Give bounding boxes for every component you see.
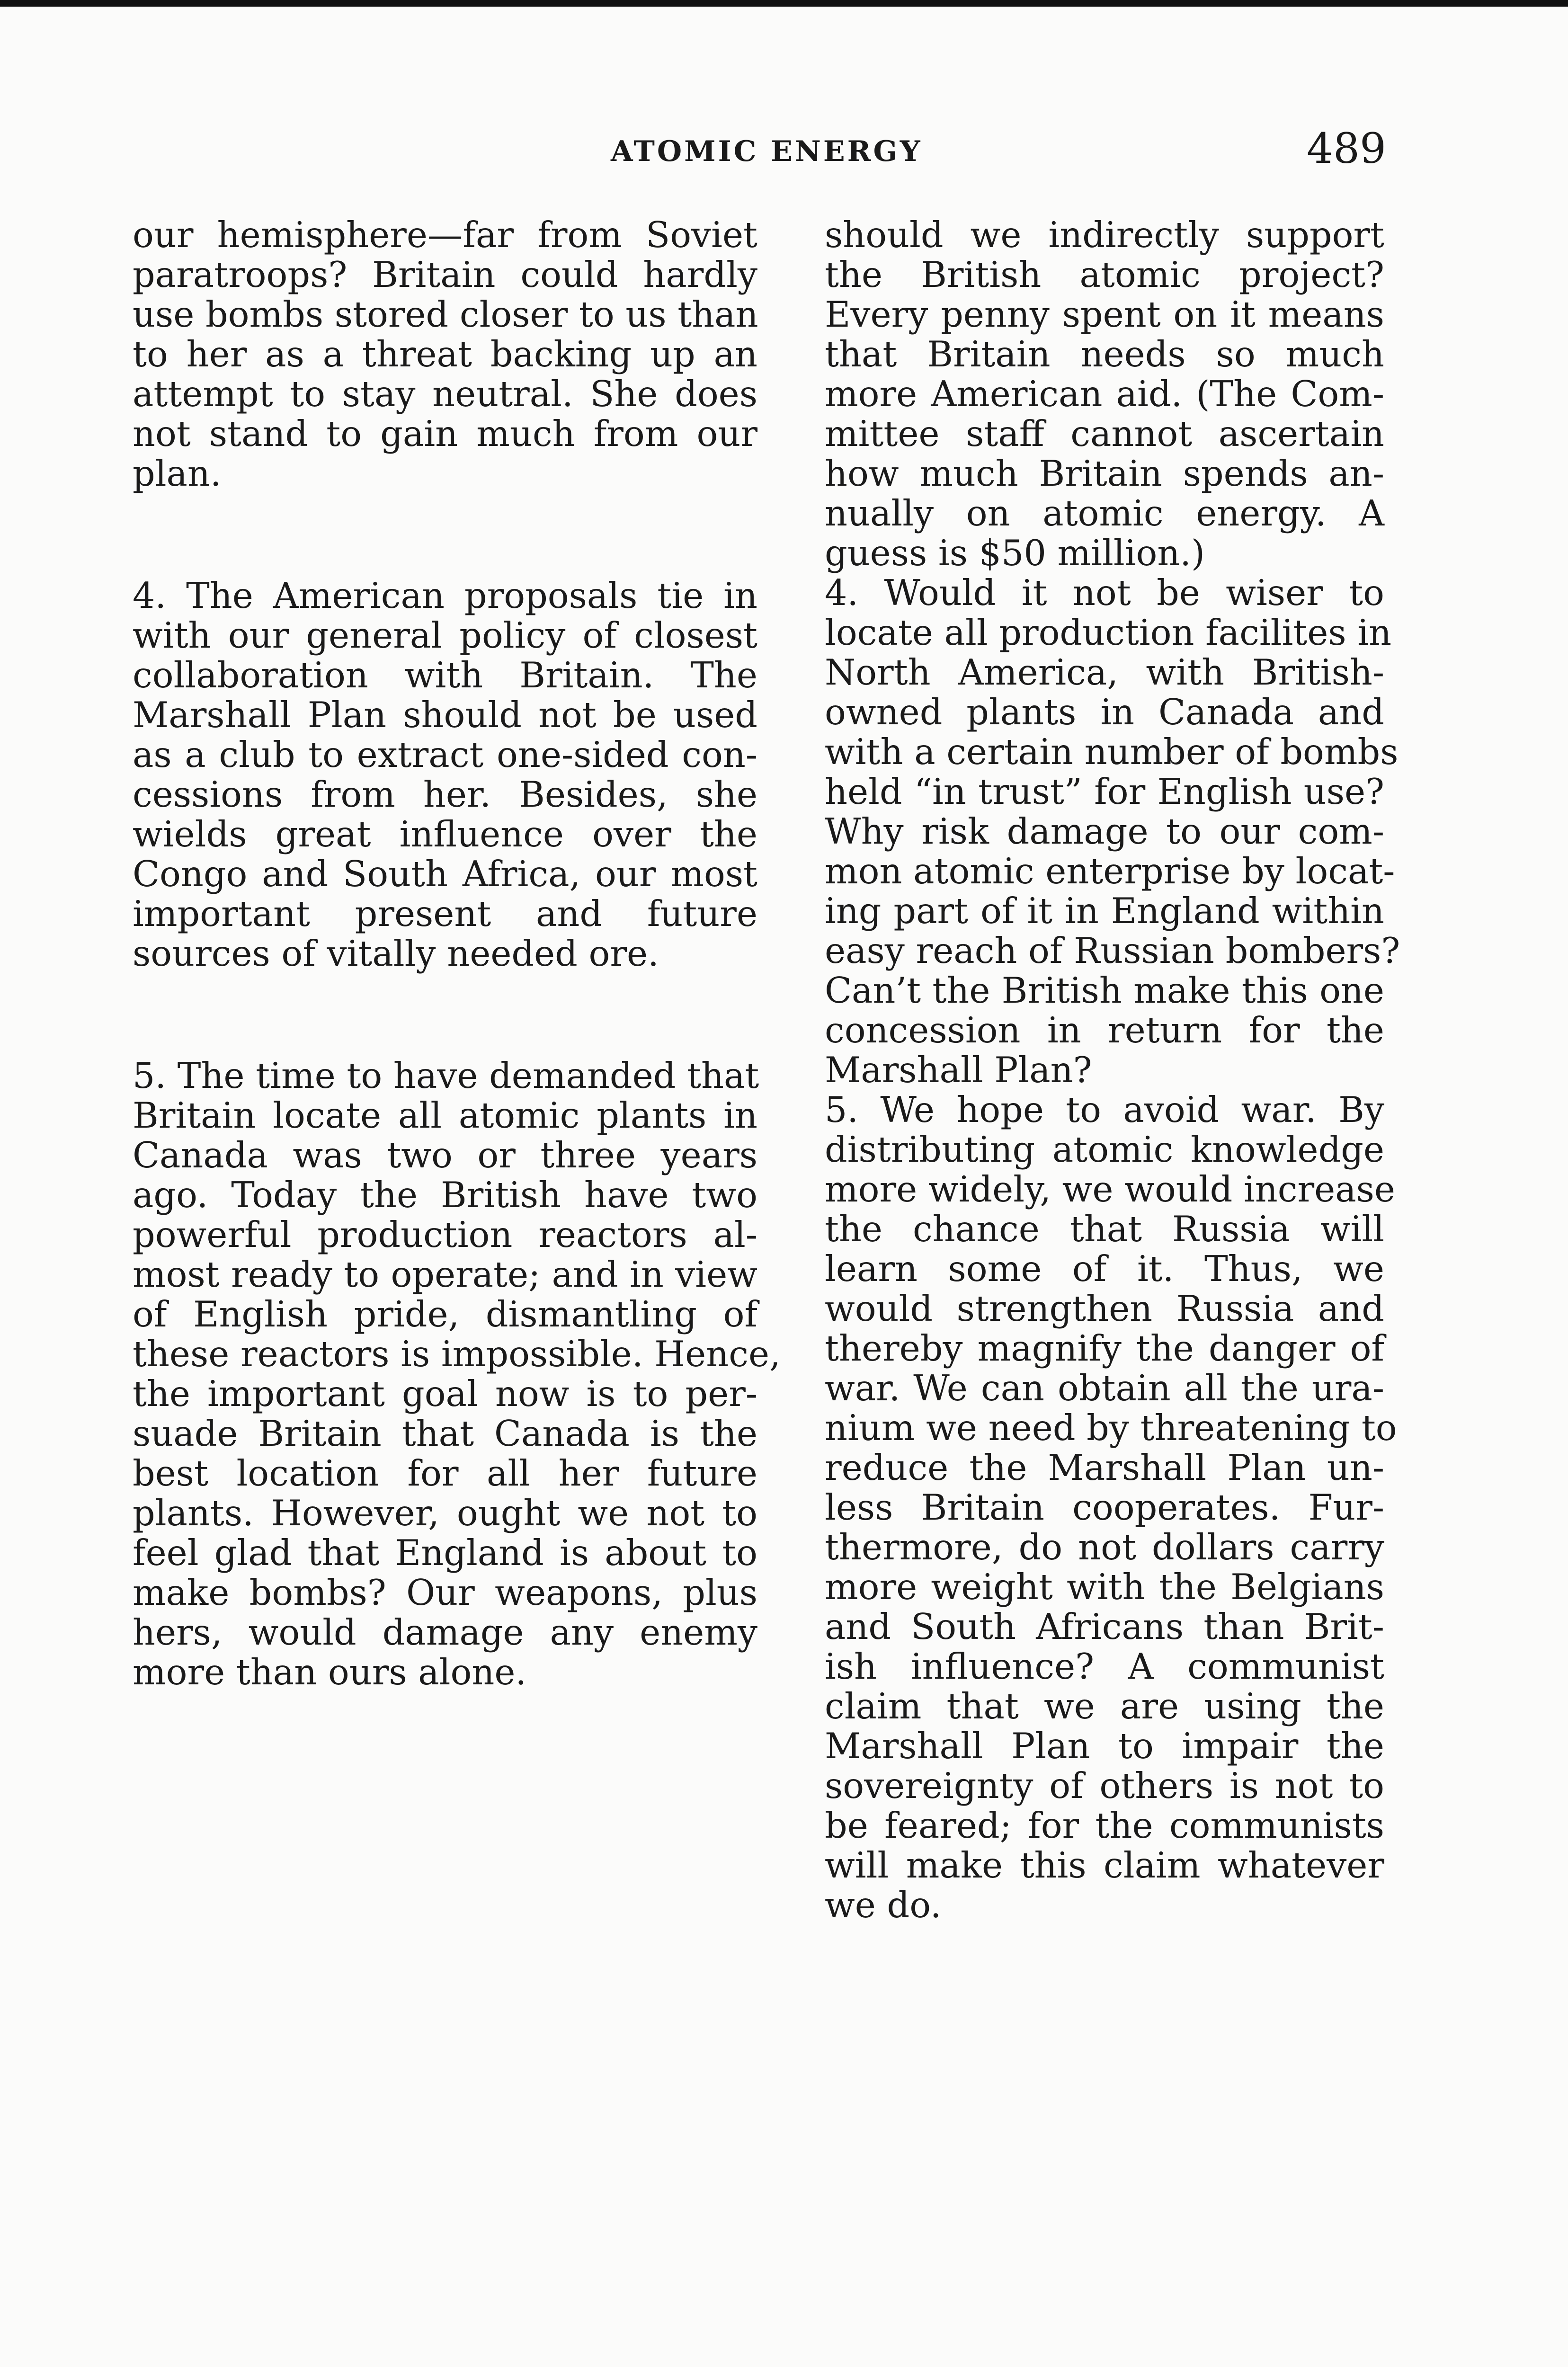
text-line: more than ours alone.: [133, 1652, 527, 1693]
text-line: war. We can obtain all the ura-: [825, 1368, 1384, 1409]
text-line: Every penny spent on it means: [825, 294, 1384, 335]
text-line: use bombs stored closer to us than: [133, 294, 758, 335]
text-line: less Britain cooperates. Fur-: [825, 1487, 1384, 1528]
text-line: Can’t the British make this one: [825, 970, 1384, 1011]
text-line: best location for all her future: [133, 1453, 757, 1494]
text-line: 4. The American proposals tie in: [133, 575, 757, 616]
text-line: the important goal now is to per-: [133, 1373, 757, 1415]
text-line: wields great influence over the: [133, 814, 757, 855]
text-line: more weight with the Belgians: [825, 1566, 1384, 1608]
text-line: to her as a threat backing up an: [133, 334, 757, 375]
text-line: as a club to extract one-sided con-: [133, 734, 757, 775]
text-line: Congo and South Africa, our most: [133, 854, 757, 895]
text-line: should we indirectly support: [825, 214, 1384, 256]
text-line: the chance that Russia will: [825, 1209, 1384, 1250]
text-line: be feared; for the communists: [825, 1805, 1384, 1846]
text-line: not stand to gain much from our: [133, 413, 757, 454]
text-line: Canada was two or three years: [133, 1135, 757, 1176]
text-line: with a certain number of bombs: [825, 731, 1399, 773]
text-line: we do.: [825, 1885, 942, 1926]
text-line: plan.: [133, 453, 222, 494]
text-line: thermore, do not dollars carry: [825, 1527, 1384, 1568]
text-line: attempt to stay neutral. She does: [133, 374, 757, 415]
text-line: more American aid. (The Com-: [825, 374, 1384, 415]
text-line: Why risk damage to our com-: [825, 811, 1384, 852]
text-line: guess is $50 million.): [825, 533, 1205, 574]
text-line: with our general policy of closest: [133, 615, 757, 656]
text-line: cessions from her. Besides, she: [133, 774, 757, 815]
text-line: easy reach of Russian bombers?: [825, 930, 1400, 971]
left-paragraph-continuation: [133, 215, 757, 494]
text-line: feel glad that England is about to: [133, 1532, 757, 1574]
right-paragraph-continuation: [825, 215, 1384, 573]
text-line: Marshall Plan to impair the: [825, 1726, 1384, 1767]
text-line: thereby magnify the danger of: [825, 1328, 1384, 1369]
text-line: most ready to operate; and in view: [133, 1254, 757, 1295]
text-line: paratroops? Britain could hardly: [133, 254, 757, 295]
text-line: sovereignty of others is not to: [825, 1765, 1384, 1806]
text-line: our hemisphere—far from Soviet: [133, 214, 757, 256]
left-paragraph-5: [133, 1055, 781, 1693]
text-line: Britain locate all atomic plants in: [133, 1095, 757, 1136]
text-line: Marshall Plan should not be used: [133, 694, 757, 736]
text-line: ish influence? A communist: [825, 1646, 1384, 1687]
text-line: sources of vitally needed ore.: [133, 933, 659, 974]
text-line: Marshall Plan?: [825, 1050, 1092, 1091]
text-line: ago. Today the British have two: [133, 1175, 757, 1216]
text-line: of English pride, dismantling of: [133, 1294, 757, 1335]
text-line: hers, would damage any enemy: [133, 1612, 757, 1653]
left-paragraph-4: [133, 576, 757, 974]
text-line: will make this claim whatever: [825, 1845, 1384, 1886]
text-line: 5. We hope to avoid war. By: [825, 1089, 1384, 1130]
top-border-rule: [0, 0, 1568, 7]
text-line: learn some of it. Thus, we: [825, 1248, 1384, 1290]
text-line: the British atomic project?: [825, 254, 1384, 295]
text-line: nually on atomic energy. A: [825, 493, 1384, 534]
text-line: more widely, we would increase: [825, 1169, 1395, 1210]
text-line: powerful production reactors al-: [133, 1214, 757, 1255]
text-line: mittee staff cannot ascertain: [825, 413, 1384, 454]
text-line: North America, with British-: [825, 652, 1384, 693]
text-line: distributing atomic knowledge: [825, 1129, 1384, 1170]
text-line: nium we need by threatening to: [825, 1407, 1397, 1449]
right-paragraph-5: [825, 1089, 1397, 1926]
text-line: ing part of it in England within: [825, 890, 1384, 932]
left-column: [133, 214, 781, 1693]
text-line: important present and future: [133, 893, 757, 934]
text-line: mon atomic enterprise by locat-: [825, 851, 1395, 892]
right-paragraph-4: [825, 572, 1400, 1091]
text-line: concession in return for the: [825, 1010, 1384, 1051]
text-line: and South Africans than Brit-: [825, 1606, 1384, 1647]
text-line: make bombs? Our weapons, plus: [133, 1572, 757, 1613]
text-line: that Britain needs so much: [825, 334, 1384, 375]
text-line: how much Britain spends an-: [825, 453, 1384, 494]
text-line: reduce the Marshall Plan un-: [825, 1447, 1384, 1488]
page-number: 489: [1307, 124, 1386, 173]
text-line: held “in trust” for English use?: [825, 771, 1384, 812]
text-line: locate all production facilites in: [825, 612, 1392, 653]
text-line: would strengthen Russia and: [825, 1288, 1384, 1329]
text-line: plants. However, ought we not to: [133, 1493, 757, 1534]
running-head: ATOMIC ENERGY: [611, 135, 923, 168]
text-line: owned plants in Canada and: [825, 692, 1384, 733]
text-line: 4. Would it not be wiser to: [825, 572, 1384, 614]
text-line: 5. The time to have demanded that: [133, 1055, 759, 1096]
text-line: claim that we are using the: [825, 1686, 1384, 1727]
text-line: collaboration with Britain. The: [133, 655, 757, 696]
text-line: these reactors is impossible. Hence,: [133, 1334, 781, 1375]
right-column: [825, 214, 1400, 1926]
text-line: suade Britain that Canada is the: [133, 1413, 757, 1454]
